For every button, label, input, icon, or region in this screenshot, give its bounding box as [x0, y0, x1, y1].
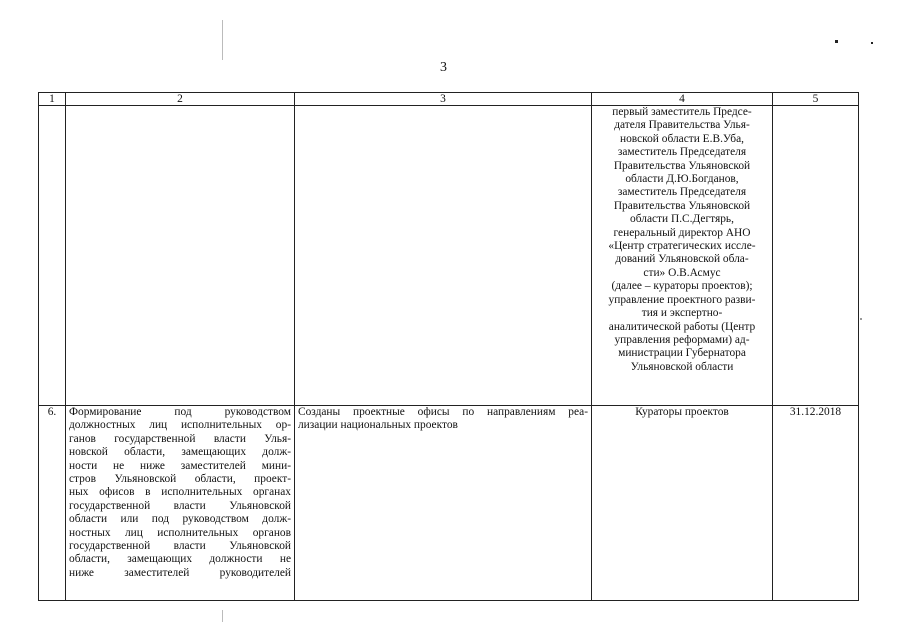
result-line: лизации национальных проектов — [298, 419, 458, 432]
result-cell — [295, 406, 592, 601]
header-col-3: 3 — [295, 93, 592, 106]
event-line: ных офисов в исполнительных органах — [69, 486, 291, 499]
result-line: Созданы проектные офисы по направлениям реа- — [298, 406, 588, 418]
event-line: ности не ниже заместителей мини- — [69, 459, 291, 472]
row-number: 6. — [39, 406, 66, 601]
event-line: области или под руководством долж- — [69, 513, 291, 526]
event-line: должностных лиц исполнительных ор- — [69, 419, 291, 432]
row-number — [39, 106, 66, 406]
event-line: Формирование под руководством — [69, 406, 291, 418]
header-col-5: 5 — [773, 93, 859, 106]
deadline-cell — [773, 106, 859, 406]
header-col-1: 1 — [39, 93, 66, 106]
event-line: ниже заместителей руководителей — [69, 566, 291, 579]
event-line: области, замещающих должности не — [69, 553, 291, 566]
event-line: государственной власти Ульяновской — [69, 540, 291, 553]
scan-speck — [835, 40, 838, 43]
event-line: стров Ульяновской области, проект- — [69, 473, 291, 486]
event-line: новской области, замещающих долж- — [69, 446, 291, 459]
deadline-cell: 31.12.2018 — [773, 406, 859, 601]
table-row — [39, 406, 859, 601]
scan-speck — [860, 318, 862, 320]
scan-speck — [222, 20, 223, 60]
responsible-cell: первый заместитель Предсе- дателя Правительства Улья- новской области Е.В.Уба, заместитель Председателя Правительства Ульяновской области Д.Ю.Богданов, заместитель Председателя Правительства Ульяновской области П.С.Дегтярь, генеральный директор АНО «Центр стратегических иссле- дований Ульяновской обла- сти» О.В.Асмус (далее – кураторы проектов); управление проектного разви- тия и экспертно- аналитической работы (Центр управления реформами) ад- министрации Губернатора Ульяновской области — [592, 106, 773, 406]
event-cell — [66, 406, 295, 601]
document-table — [38, 92, 859, 601]
responsible-cell: Кураторы проектов — [592, 406, 773, 601]
scan-speck — [222, 610, 223, 622]
event-line: ганов государственной власти Улья- — [69, 432, 291, 445]
header-col-2: 2 — [66, 93, 295, 106]
scan-speck — [871, 42, 873, 44]
result-cell — [295, 106, 592, 406]
table-header-row — [39, 93, 859, 106]
page-number: 3 — [440, 60, 447, 75]
header-col-4: 4 — [592, 93, 773, 106]
event-line: ностных лиц исполнительных органов — [69, 526, 291, 539]
event-cell — [66, 106, 295, 406]
event-line: государственной власти Ульяновской — [69, 499, 291, 512]
table-row — [39, 106, 859, 406]
